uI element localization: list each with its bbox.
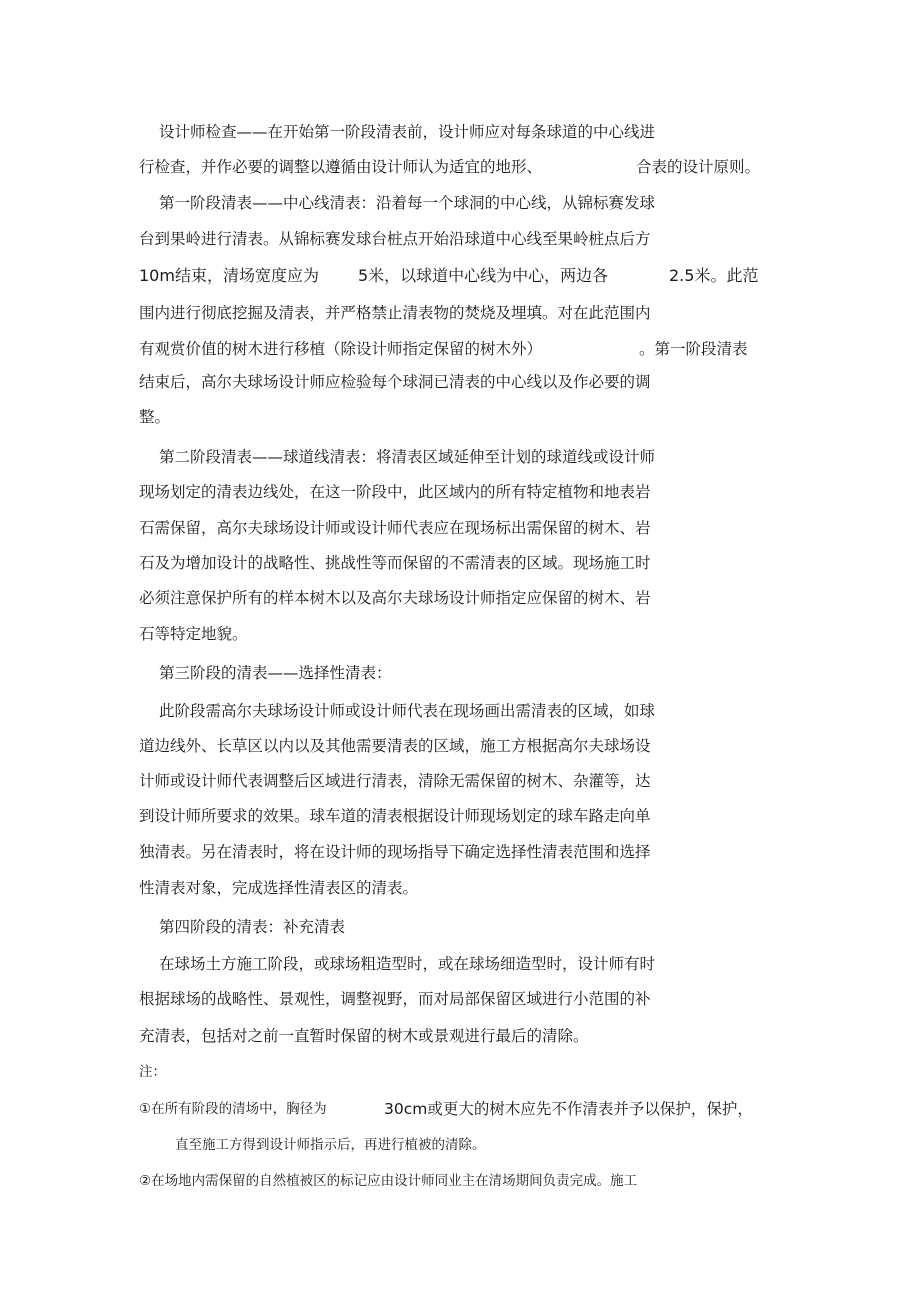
text-segment: 性清表对象，完成选择性清表区的清表。 [139,879,419,897]
text-segment: 第二阶段清表——球道线清表：将清表区域延伸至计划的球道线或设计师 [159,448,656,466]
text-segment: 第一阶段清表——中心线清表：沿着每一个球洞的中心线，从锦标赛发球 [159,194,656,212]
text-segment: 整。 [139,408,171,426]
text-segment: 30cm或更大的树木应先不作清表并予以保护，保护， [384,1100,753,1118]
text-segment: 必须注意保护所有的样本树木以及高尔夫球场设计师指定应保留的树木、岩 [139,589,651,607]
text-segment: ①在所有阶段的清场中，胸径为 [139,1101,327,1117]
text-segment: 合表的设计原则。 [636,158,761,176]
text-segment: 道边线外、长草区以内以及其他需要清表的区域，施工方根据高尔夫球场设 [139,737,651,755]
text-segment: 此阶段需高尔夫球场设计师或设计师代表在现场画出需清表的区域，如球 [159,702,656,720]
text-segment: 到设计师所要求的效果。球车道的清表根据设计师现场划定的球车路走向单 [139,807,651,825]
text-segment: 围内进行彻底挖掘及清表，并严格禁止清表物的焚烧及埋填。对在此范围内 [139,304,651,322]
text-segment: ②在场地内需保留的自然植被区的标记应由设计师同业主在清场期间负责完成。施工 [139,1173,638,1189]
text-segment: 设计师检查——在开始第一阶段清表前，设计师应对每条球道的中心线进 [159,123,656,141]
text-segment: 石及为增加设计的战略性、挑战性等而保留的不需清表的区域。现场施工时 [139,554,651,572]
text-segment: 计师或设计师代表调整后区域进行清表，清除无需保留的树木、杂灌等，达 [139,772,651,790]
text-segment: 行检查，并作必要的调整以遵循由设计师认为适宜的地形、 [139,158,543,176]
text-segment: 根据球场的战略性、景观性，调整视野，而对局部保留区域进行小范围的补 [139,990,651,1008]
text-segment: 石等特定地貌。 [139,625,248,643]
text-segment: 台到果岭进行清表。从锦标赛发球台桩点开始沿球道中心线至果岭桩点后方 [139,230,651,248]
text-segment: 第三阶段的清表——选择性清表： [159,664,392,682]
text-segment: 10m结束，清场宽度应为 [139,266,319,285]
text-segment: 5米，以球道中心线为中心，两边各 [358,266,609,285]
text-segment: 2.5米。此范 [669,266,759,285]
text-segment: 石需保留，高尔夫球场设计师或设计师代表应在现场标出需保留的树木、岩 [139,519,651,537]
text-segment: 注： [139,1064,166,1080]
text-segment: 有观赏价值的树木进行移植（除设计师指定保留的树木外） [139,340,543,358]
text-segment: 现场划定的清表边线处，在这一阶段中，此区域内的所有特定植物和地表岩 [139,483,651,501]
text-segment: 直至施工方得到设计师指示后，再进行植被的清除。 [175,1137,486,1153]
text-segment: 结束后，高尔夫球场设计师应检验每个球洞已清表的中心线以及作必要的调 [139,373,651,391]
text-segment: 充清表，包括对之前一直暂时保留的树木或景观进行最后的清除。 [139,1027,589,1045]
text-segment: 在球场土方施工阶段，或球场粗造型时，或在球场细造型时，设计师有时 [159,955,656,973]
text-segment: 第四阶段的清表：补充清表 [159,918,346,936]
text-segment: 。第一阶段清表 [639,340,748,358]
text-segment: 独清表。另在清表时，将在设计师的现场指导下确定选择性清表范围和选择 [139,843,651,861]
